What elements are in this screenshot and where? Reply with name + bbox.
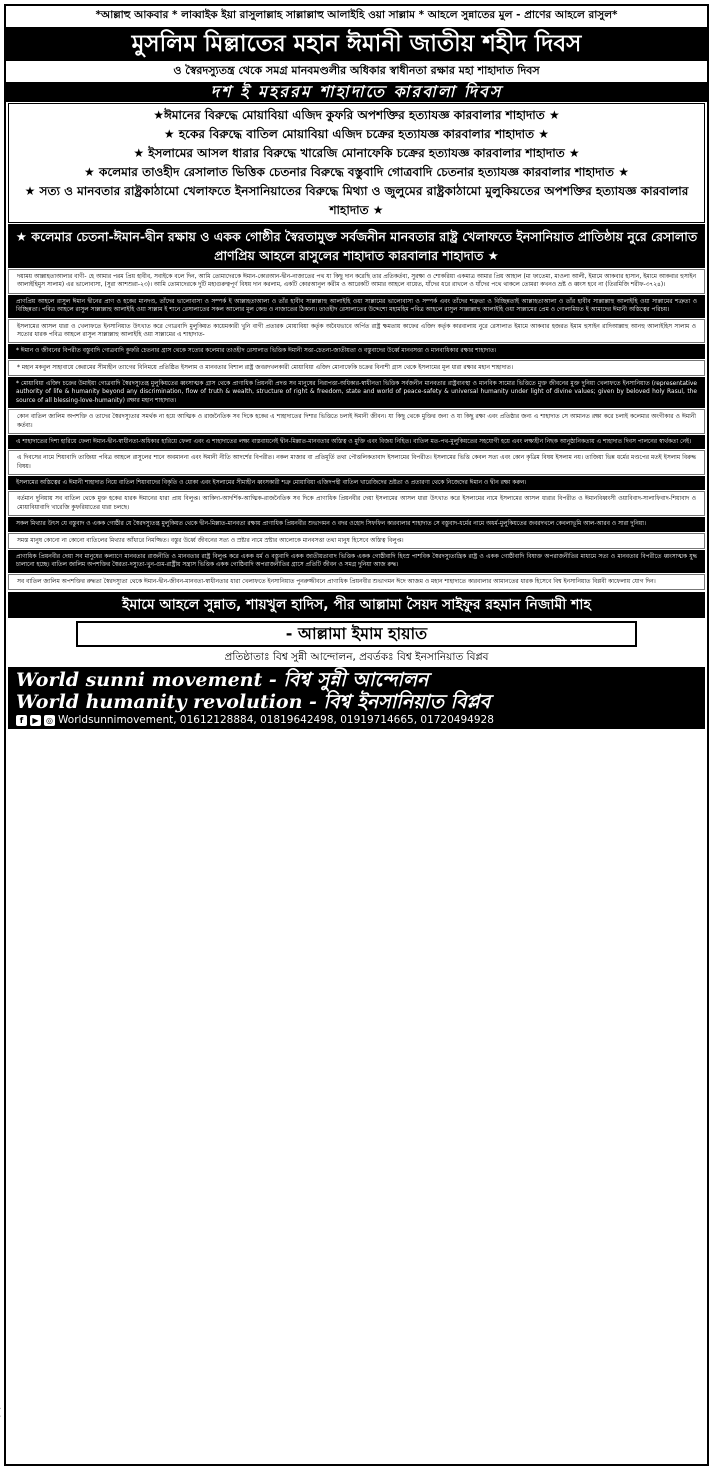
paragraph: সমস্ত মানুষ কোনো না কোনো বাতিলের মিথ্যার আঁধারে নিমজ্জিত। বস্তুর উর্ধ্বে জীবনের সত্য ও স্রষ্টার নামে স্রষ্টার আলোকে মানবসত্তা তথা মানুষ হিসেবে অস্তিত্ব বিলুপ্ত। [8, 533, 705, 549]
paragraph: বর্তমান দুনিয়ায় সব বাতিল থেকে মুক্ত হকের ধারক ঈমানের ধারা প্রায় বিলুপ্ত। আকিদা-আদর্শিক-আত্মিক-রাজনৈতিক সব দিকে প্রাণাধিক প্রিয়নবীর দেয়া ইসলামের আসল ধারা উৎখাত করে ইসলামের নামে ইসলামের আসল ধারার বিপরীত ও ঈমানবিধ্বংসী ওয়াবিবাদ-সালাফিবাদ-শিয়াবাদ ও মোয়াবিয়াবাদি খারেজি কুফরিয়াতের ধারা চলছে। [8, 491, 705, 516]
paragraph: * ঈমান ও জীবনের বিপরীত বস্তুবাদি গোত্রবাদি কুফরি চেতনার গ্রাস থেকে সত্যের কলেমার তাওহীদ রেসালাত ভিত্তিক ঈমানী সত্তা-চেতনা-জাতীয়তা ও বস্তুবাদের উর্ধ্বে মানবসত্তা ও মানবাধিকার রক্ষার শাহাদাত। [8, 344, 705, 358]
slogan-item: ★ কলেমার তাওহীদ রেসালাত ভিত্তিক চেতনার বিরুদ্ধে বস্তুবাদি গোত্রবাদি চেতনার হত্যাযজ্ঞ কারবালার শাহাদাত ★ [84, 165, 629, 179]
paragraph: * মহান মকবুল সাহাবায়ে কেরামের সীমাহীন ত্যাগের বিনিময়ে প্রতিষ্ঠিত ইসলাম ও মানবতার বিশাল রাষ্ট্র জবরদখলকারী মোয়াবিয়া এজিদ মোনাফেকি চক্রের বিনাশী গ্রাস থেকে ইসলামের মূল ধারা রক্ষার মহান শাহাদাত। [8, 360, 705, 376]
footer-movement: World sunni movement - বিশ্ব সুন্নী আন্দোলন [16, 669, 429, 691]
invocation-line: *আল্লাহু আকবার * লাব্বাইক ইয়া রাসুলাল্লাহ সাল্লাল্লাহু আলাইহি ওয়া সাল্লাম * আহলে সুন্নাতের মুল - প্রাণের আহলে রাসুল* [95, 9, 618, 21]
youtube-icon: ▶ [30, 715, 41, 726]
slogan-item: ★ সত্য ও মানবতার রাষ্ট্রকাঠামো খেলাফতে ইনসানিয়াতের বিরুদ্ধে মিথ্যা ও জুলুমের রাষ্ট্রকাঠামো মুলুকিয়তের অপশক্তির হত্যাযজ্ঞ কারবালার শাহাদাত ★ [24, 184, 689, 217]
paragraph: ইসলামের অস্তিত্বের এ ঈমানী শাহাদাত নিয়ে বাতিল শিয়াবাদের বিকৃতি ও ধোকা এবং ইসলামের সীমাহীন ধ্বংসকারী শত্রু মোয়াবিয়া এজিদপন্থী বাতিল খারেজিদের ভ্রষ্টতা ও প্রতারণা থেকে নিজেদের ঈমান ও দ্বীন রক্ষা করুন। [8, 476, 705, 490]
paragraph-list [6, 269, 707, 590]
poster [4, 4, 709, 1466]
slogan-item: ★ হকের বিরুদ্ধে বাতিল মোয়াবিয়া এজিদ চক্রের হত্যাযজ্ঞ কারবালার শাহাদাত ★ [163, 127, 550, 141]
footer [8, 667, 705, 729]
paragraph: এ শাহাদাতের দিশা হারিয়ে ফেলা ঈমান-দ্বীন-স্বাধীনতা-অধিকার হারিয়ে ফেলা এবং এ শাহাদাতের লক্ষ্য বাস্তবায়নেই দ্বীন-মিল্লাত-মানবতার অস্তিত্ব ও মুক্তি এবং বিজয় নিহিত। বাতিল মত-পথ-মুলুকিয়তের সহযোগী হয়ে এবং লক্ষ্যহীন নিছক আনুষ্ঠানিকতায় এ শাহাদাত দিবস পালনের স্বার্থকতা নেই। [8, 435, 705, 449]
paragraph: প্রাণপ্রিয় আহলে রাসুল ঈমান দ্বীনের প্রাণ ও হকের মানদণ্ড, তাঁদের ভালোবাসা ও সম্পর্ক ই আল্লাহতাআলা ও তাঁর হাবীব সাল্লাল্লাহু আলাইহি ওয়া সাল্লামের ভালোবাসা ও সম্পর্ক এবং তাঁদের শত্রুতা ও বিচ্ছিন্নতাই আল্লাহতাআলা ও তাঁর হাবীব সাল্লাল্লাহু আলাইহি ওয়া সাল্লামের শত্রুতা ও বিচ্ছিন্নতা। পবিত্র আহলে রাসুল সাল্লাল্লাহু আলাইহি ওয়া সাল্লাম ই শানে রেসালাতের সকল আলোর মূল কেন্দ্র ও নাজাতের ঠিকানা। তাওহীদ রেসালাতের উদ্দেশ্যে মহামহিম পবিত্র আহলে রাসুল সাল্লাল্লাহু আলাইহি ওয়া সাল্লামের প্রেম ও গোলামিয়ত ই আমাদের ঈমানী অস্তিত্বের পরিচয়। [8, 295, 705, 318]
contact-numbers: Worldsunnimovement, 01612128884, 01819642498, 01919714665, 01720494928 [58, 714, 494, 726]
signature-name: - আল্লামা ইমাম হায়াত [76, 621, 637, 647]
paragraph: এ দিবসের নামে শিয়াবাদি তাজিয়া পবিত্র আহলে রাসুলের শানে অবমাননা এবং ঈমানী নীতি আদর্শের বিপরীত। নকল মাজার বা প্রতিমূর্তি তথা পৌত্তলিকতাবাদ ইসলামের বিপরীত। ইসলামের ভিত্তি কেবল সত্য এবং কোন কৃত্রিম বিষয় ইসলাম নয়। তাজিয়া ভিন্ন ধর্মের মণ্ডপের মতই ইসলাম বিরুদ্ধ বিষয়। [8, 450, 705, 475]
side-code-text [0, 1377, 2, 1452]
side-code [4, 1366, 14, 1466]
paragraph: সকল মিথ্যার উৎস যে বস্তুবাদ ও একক গোষ্ঠীর যে স্বৈরদস্যুতন্ত্র মুলুকিয়ত থেকে দ্বীন-মিল্লাত-মানবতা রক্ষায় প্রাণাধিক প্রিয়নবীর শুভাগমন ও বদর ওহোদ সিফফিন কারবালার শাহাদাত সে বস্তুবাদ-ধর্মের নামে অধর্ম-মুলুকিয়তের জবরদখলে কেবলাভূমি আল-আরব ও সারা দুনিয়া। [8, 517, 705, 531]
main-statement: ★ কলেমার চেতনা-ঈমান-দ্বীন রক্ষায় ও একক গোষ্ঠীর স্বৈরতামুক্ত সর্বজনীন মানবতার রাষ্ট্র খেলাফতে ইনসানিয়াত প্রাতিষ্ঠায় নুরে রেসালাত প্রাণপ্রিয় আহলে রাসুলের শাহাদাত কারবালার শাহাদাত ★ [8, 224, 705, 268]
slogan-item: ★ঈমানের বিরুদ্ধে মোয়াবিয়া এজিদ কুফরি অপশক্তির হত্যাযজ্ঞ কারবালার শাহাদাত ★ [153, 108, 560, 122]
paragraph: প্রাণাধিক প্রিয়নবীর দেয়া সব মানুষের কল্যাণে মানবতার রাজনীতি ও মানবতার রাষ্ট্র বিলুপ্ত করে একক ধর্ম ও বস্তুবাদি একক জাতীয়তাবাদ ভিত্তিক একক গোষ্ঠীবাদি হিংস্র পাশবিক স্বৈরদস্যুতান্ত্রিক রাষ্ট্র ও একক গোষ্ঠীবাদি বিষাক্ত অপরাজনীতির মাধ্যমে সত্য ও মানবতার বিপরীতে ধ্বংসাত্মক যুদ্ধ চালানো হচ্ছে। বাতিল জালিম অপশক্তির স্বৈরতা-দস্যুতা-খুন-গুম-রাষ্ট্রীয় সন্ত্রাস ভিত্তিক একক গোষ্ঠিবাদি অপরাজনীতির গ্রাসে প্রতিটি জীবন ও সমগ্র দুনিয়া আজ রুদ্ধ। [8, 550, 705, 573]
ashura-banner: দশ ই মহররম শাহাদাতে কারবালা দিবস [6, 82, 707, 102]
paragraph: কোন বাতিল জালিম অপশক্তি ও তাদের স্বৈরদস্যুতার সমর্থক না হয়ে আত্মিক ও রাজনৈতিক সব দিকে হকের এ শাহাদাতের দিশার ভিত্তিতে চলাই ঈমানী জীবন। যা কিছু থেকে মুক্তির জন্য ও যা কিছু রক্ষা এবং প্রতিষ্ঠার জন্য এ শাহাদাত সে আমানত রক্ষা করে চলাই কলেমার অংগীকার ও ঈমানী কর্তব্য। [8, 409, 705, 434]
poster-subtitle: ও স্বৈরদস্যুতন্ত্র থেকে সমগ্র মানবমণ্ডলীর অধিকার স্বাধীনতা রক্ষার মহা শাহাদাত দিবস [173, 64, 540, 77]
paragraph: দয়াময় আল্লাহতাআলার বাণী- হে আমার পরম প্রিয় হাবীব, সবাইকে বলে দিন, আমি তোমাদেরকে ঈমান-কোরআন-দ্বীন-নাজাতের পথ যা কিছু দান করেছি তার প্রতিকর্তব্য, সুরক্ষা ও শোকরিয়া একমাত্র আমার প্রিয় আহাল (মা ফাতেমা, মাওলা আলী, ইমামে আকবার হাসান, ইমামে আকবার হুসাইন আলাইহিমুস সালাম) এর ভালোবাসা, (সুরা আশশুরা-২৩)। আমি তোমাদেরকে দুটি মহাগুরুত্বপূর্ণ বিষয় দান করলাম, একটি কোরআনুল করীম ও আরেকটি আমার আহলে বায়েত, যাঁদের ধরে রাখলে ও যাঁদের পথে থাকলে তোমরা কখনও ভ্রষ্ট ও ধ্বংস হবে না (তিরমিজি শরীফ-৩৭২৪)। [8, 269, 705, 294]
signature-title: ইমামে আহলে সুন্নাত, শায়খুল হাদিস, পীর আল্লামা সৈয়দ সাইফুর রহমান নিজামী শাহ [8, 592, 705, 618]
web-icon: ◎ [44, 715, 55, 726]
paragraph: সব বাতিল জালিম অপশক্তির রুদ্ধতা স্বৈরদস্যুতা থেকে ঈমান-দ্বীন-জীবন-মানবতা-স্বাধীনতার ধারা খেলাফতে ইনসানিয়াত পুনরুজ্জীবনে প্রাণাধিক প্রিয়নবীর শুভাগমন ঈদে আজম ও মহান শাহাদাতে কারবালার আমানতের ধারক হিসেবে বিশ্ব ইনসানিয়াত বিপ্লবী কাফেলায় যোগ দিন। [8, 574, 705, 590]
slogan-list [8, 103, 705, 223]
slogan-item: ★ ইসলামের আসল ধারার বিরুদ্ধে খারেজি মোনাফেকি চক্রের হত্যাযজ্ঞ কারবালার শাহাদাত ★ [133, 146, 580, 160]
contact-line [16, 713, 697, 727]
paragraph: ইসলামের আসল ধারা ও খেলাফতে ইনসানিয়াত উৎখাত করে গোত্রবাদি মুলুকিয়ত কায়েমকারী খুনি বাগী প্রতারক মোয়াবিয়া কর্তৃক অবৈধভাবে অর্পিত রাষ্ট্র ক্ষমতায় কাফের এজিদ কর্তৃক কারবালায় নুরে রেসালাত ইমামে আকবার হজরত ইমাম হুসাইন রাদিআল্লাহু আনহু আলাইহিস সালাম ও সত্যের ধারক পবিত্র আহলে রাসুল সাল্লাল্লাহু আলাইহি ওয়া সাল্লামের এ শাহাদাত- [8, 319, 705, 344]
facebook-icon: f [16, 715, 27, 726]
founder-line: প্রতিষ্ঠাতাঃ বিশ্ব সুন্নী আন্দোলন, প্রবর্তকঃ বিশ্ব ইনসানিয়াত বিপ্লব [224, 651, 489, 663]
paragraph: * মোয়াবিয়া এজিদ চক্রের উমাইয়া গোত্রবাদি স্বৈরদস্যুতন্ত্র মুলুকিয়তের ধ্বংসাত্মক গ্রাস থেকে প্রাণাধিক প্রিয়নবী প্রদত্ত সব মানুষের নিরাপত্তা-অধিকার-স্বাধীনতা ভিত্তিক সর্বজনীন মানবতার রাষ্ট্রব্যবস্থা ও মানবিক সাম্যের ভিত্তিতে মুক্ত জীবনের মুক্ত দুনিয়া খেলাফতে ইনসানিয়াত (representative authority of life & humanity beyond any discrimination, flow of truth & wealth, structure of right & freedom, state and world of peace-safety & universal humanity under light of divine values; given by beloved holy Rasul, the source of all blessing-love-humanity) রক্ষার মহান শাহাদাত। [8, 377, 705, 408]
poster-title: মুসলিম মিল্লাতের মহান ঈমানী জাতীয় শহীদ দিবস [6, 27, 707, 61]
footer-revolution: World humanity revolution - বিশ্ব ইনসানিয়াত বিপ্লব [16, 691, 491, 713]
